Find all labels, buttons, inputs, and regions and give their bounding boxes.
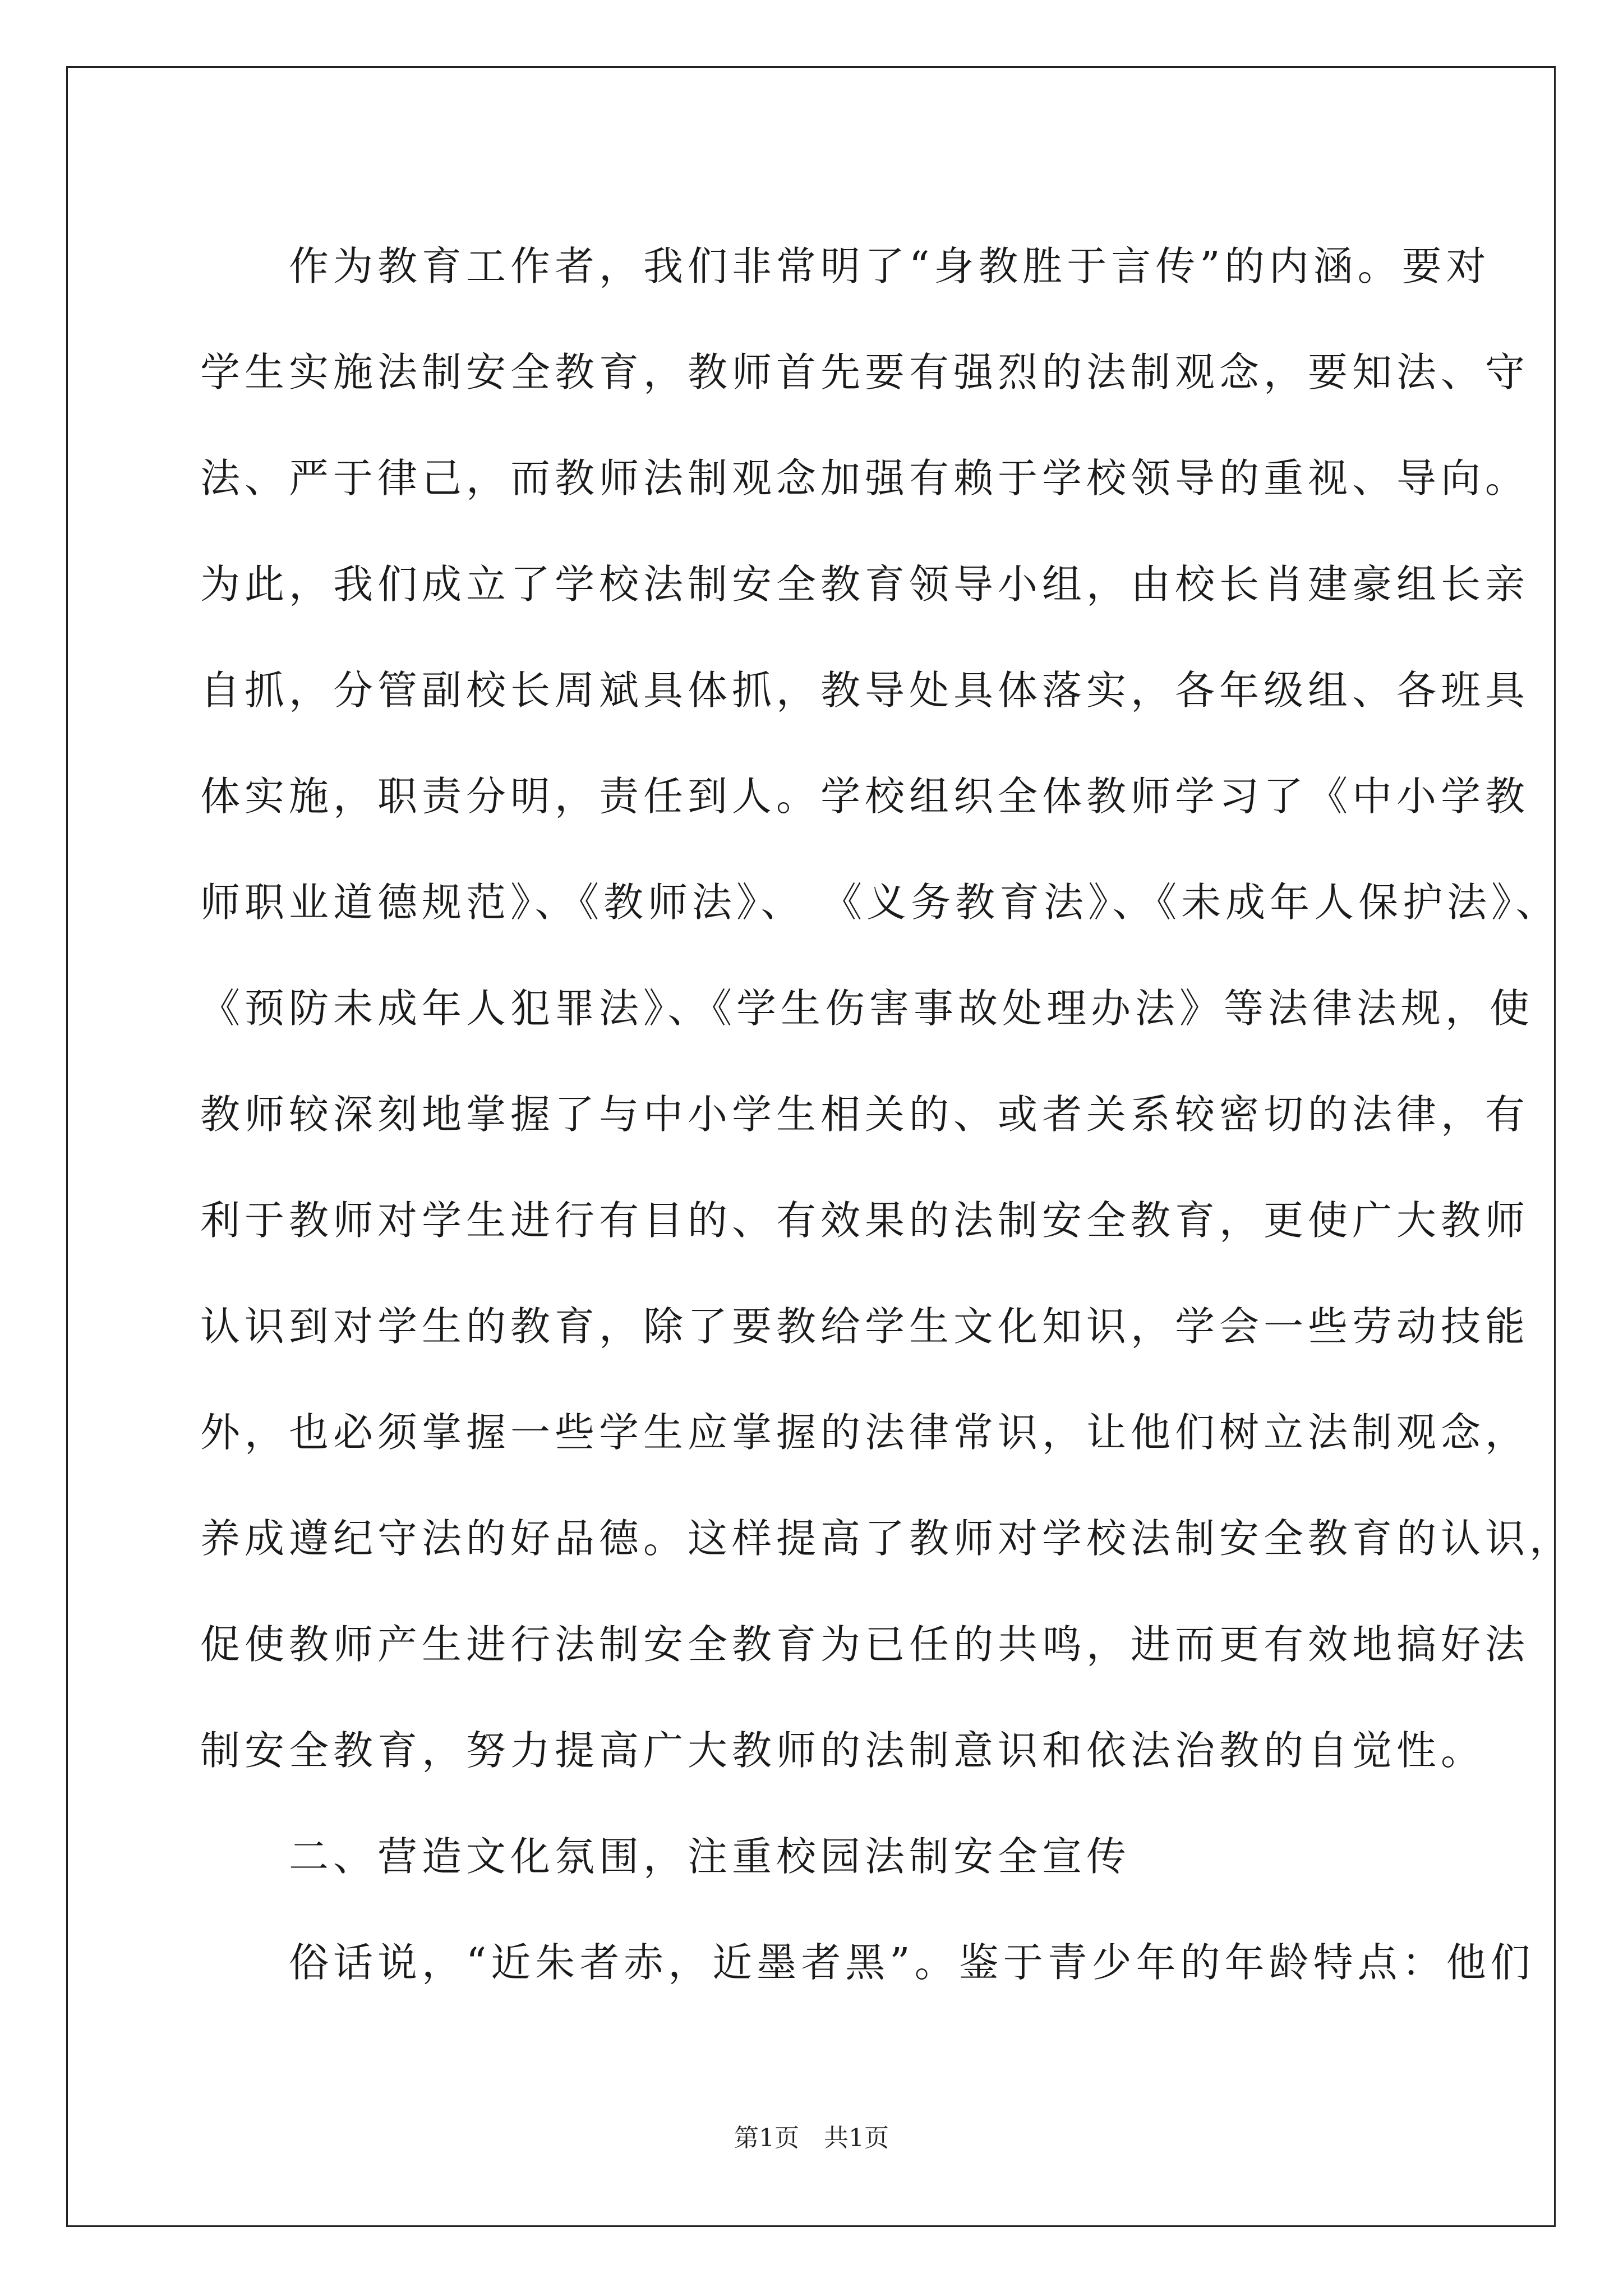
- text-line: 法、严于律己，而教师法制观念加强有赖于学校领导的重视、导向。: [200, 455, 1530, 501]
- text-line: 为此，我们成立了学校法制安全教育领导小组，由校长肖建豪组长亲: [200, 561, 1530, 608]
- text-line: 作为教育工作者，我们非常明了“身教胜于言传”的内涵。要对: [200, 243, 1491, 289]
- text-line: 认识到对学生的教育，除了要教给学生文化知识，学会一些劳动技能: [200, 1303, 1530, 1350]
- text-line: 教师较深刻地掌握了与中小学生相关的、或者关系较密切的法律，有: [200, 1091, 1530, 1138]
- section-heading: 二、营造文化氛围，注重校园法制安全宣传: [200, 1833, 1131, 1880]
- text-line: 学生实施法制安全教育，教师首先要有强烈的法制观念，要知法、守: [200, 349, 1530, 395]
- text-line: 体实施，职责分明，责任到人。学校组织全体教师学习了《中小学教: [200, 773, 1530, 820]
- text-line: 促使教师产生进行法制安全教育为已任的共鸣，进而更有效地搞好法: [200, 1621, 1530, 1668]
- text-line: 养成遵纪守法的好品德。这样提高了教师对学校法制安全教育的认识，: [200, 1515, 1574, 1562]
- text-line: 俗话说，“近朱者赤，近墨者黑”。鉴于青少年的年龄特点：他们: [200, 1939, 1535, 1986]
- text-line: 师职业道德规范》、《教师法》、 《义务教育法》、《未成年人保护法》、: [200, 879, 1560, 926]
- page-footer: 第1页 共1页: [734, 2124, 889, 2152]
- text-line: 《预防未成年人犯罪法》、《学生伤害事故处理办法》等法律法规，使: [200, 985, 1534, 1032]
- text-line: 外，也必须掌握一些学生应掌握的法律常识，让他们树立法制观念，: [200, 1409, 1530, 1456]
- text-line: 利于教师对学生进行有目的、有效果的法制安全教育，更使广大教师: [200, 1197, 1530, 1244]
- text-line: 制安全教育，努力提高广大教师的法制意识和依法治教的自觉性。: [200, 1727, 1486, 1774]
- text-line: 自抓，分管副校长周斌具体抓，教导处具体落实，各年级组、各班具: [200, 667, 1530, 714]
